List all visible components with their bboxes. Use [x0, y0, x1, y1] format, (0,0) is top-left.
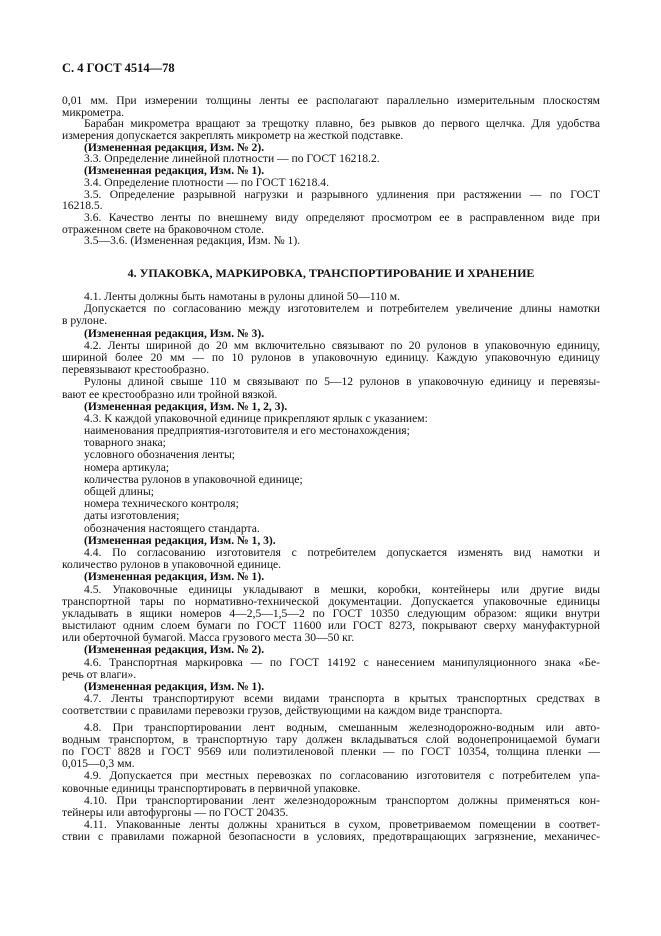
- amendment-note: (Измененная редакция, Изм. № 1, 3).: [84, 533, 276, 547]
- page-header: С. 4 ГОСТ 4514—78: [62, 61, 175, 75]
- text-line: 4.2. Ленты шириной до 20 мм включительно связывают по 20 рулонов в упаковочную единицу,: [84, 338, 600, 352]
- text-line: 3.5—3.6. (Измененная редакция, Изм. № 1).: [84, 234, 301, 248]
- text-line: обозначения настоящего стандарта.: [84, 521, 260, 535]
- text-line: тейнеры или автофургоны — по ГОСТ 20435.: [62, 805, 289, 819]
- text-line: соответствии с правилами перевозки грузов, действующими на каждом виде транспорта.: [62, 704, 503, 718]
- text-line: 4.4. По согласованию изготовителя с потребителем допускается изменять вид намотки и: [84, 545, 600, 559]
- text-line: товарного знака;: [84, 436, 166, 450]
- text-line: 4.6. Транспортная маркировка — по ГОСТ 14192 с нанесением манипуляционного знака «Бе-: [84, 655, 600, 669]
- amendment-note: (Измененная редакция, Изм. № 3).: [84, 326, 265, 340]
- text-line: 3.6. Качество ленты по внешнему виду определяют просмотром ее в расправленном виде при: [84, 210, 600, 224]
- text-line: 4.10. При транспортировании лент железнодорожным транспортом должны применяться кон-: [84, 793, 600, 807]
- text-line: наименования предприятия-изготовителя и его местонахождения;: [84, 424, 410, 438]
- amendment-note: (Измененная редакция, Изм. № 2).: [84, 140, 265, 154]
- text-line: 4.11. Упакованные ленты должны храниться в сухом, проветриваемом помещении в соответ-: [84, 818, 600, 832]
- amendment-note: (Измененная редакция, Изм. № 2).: [84, 643, 265, 657]
- text-line: даты изготовления;: [84, 509, 180, 523]
- text-line: Барабан микрометра вращают за трещотку плавно, без рывков до первого щелчка. Для удобства: [84, 117, 600, 131]
- text-line: 4.8. При транспортировании лент водным, смешанным железнодорожно-водным или авто-: [84, 720, 600, 734]
- text-line: Допускается по согласованию между изготовителем и потребителем увеличение длины намотки: [84, 302, 600, 316]
- amendment-note: (Измененная редакция, Изм. № 1, 2, 3).: [84, 399, 288, 413]
- text-line: укладывать в ящики номеров 4—2,5—1,5—2 по ГОСТ 10350 следующим образом: ящики внутри: [62, 606, 600, 620]
- text-line: 3.4. Определение плотности — по ГОСТ 16218.4.: [84, 175, 330, 189]
- text-line: 3.5. Определение разрывной нагрузки и разрывного удлинения при растяжении — по ГОСТ: [84, 187, 600, 201]
- text-line: ковочные единицы транспортировать в первичной упаковке.: [62, 781, 361, 795]
- text-line: в рулоне.: [62, 314, 108, 328]
- text-line: номера артикула;: [84, 460, 170, 474]
- amendment-note: (Измененная редакция, Изм. № 1).: [84, 570, 265, 584]
- text-line: или оберточной бумагой. Масса грузового места 30—50 кг.: [62, 631, 355, 645]
- text-line: Рулоны длиной свыше 110 м связывают по 5—12 рулонов в упаковочную единицу и перевязы-: [84, 375, 600, 389]
- text-line: количество рулонов в упаковочной единице.: [62, 558, 282, 572]
- text-line: 4.1. Ленты должны быть намотаны в рулоны длиной 50—110 м.: [84, 290, 400, 303]
- text-line: перевязывают крестообразно.: [62, 363, 210, 377]
- amendment-note: (Измененная редакция, Изм. № 1).: [84, 164, 265, 178]
- text-line: отраженном свете на браковочном столе.: [62, 222, 265, 236]
- text-line: измерения допускается закреплять микрометр на жесткой подставке.: [62, 129, 404, 143]
- text-line: общей длины;: [84, 485, 154, 498]
- text-line: шириной более 20 мм — по 10 рулонов в упаковочную единицу. Каждую упаковочную единицу: [62, 350, 600, 364]
- text-line: 0,01 мм. При измерении толщины ленты ее располагают параллельно измерительным плоскостям: [62, 94, 600, 107]
- text-line: микрометра.: [62, 105, 125, 119]
- text-line: номера технического контроля;: [84, 497, 239, 511]
- text-line: ствии с правилами пожарной безопасности в условиях, предотвращающих загрязнение, механичес-: [62, 830, 600, 844]
- text-line: 16218.5.: [62, 199, 103, 213]
- section-heading: 4. УПАКОВКА, МАРКИРОВКА, ТРАНСПОРТИРОВАНИЕ И ХРАНЕНИЕ: [127, 266, 535, 280]
- text-line: водным транспортом, в транспортную тару должен вкладываться слой водонепроницаемой бумаги: [62, 732, 600, 746]
- text-line: 4.9. Допускается при местных перевозках по согласованию изготовителя с потребителем упа-: [84, 769, 600, 783]
- text-line: 4.7. Ленты транспортируют всеми видами транспорта в крытых транспортных средствах в: [84, 692, 600, 706]
- text-line: 4.5. Упаковочные единицы укладывают в мешки, коробки, контейнеры или другие виды: [84, 582, 600, 596]
- text-line: 4.3. К каждой упаковочной единице прикрепляют ярлык с указанием:: [84, 411, 428, 425]
- text-line: речь от влаги».: [62, 667, 137, 681]
- text-line: транспортной тары по нормативно-технической документации. Допускается упаковочные единицы: [62, 594, 600, 608]
- amendment-note: (Измененная редакция, Изм. № 1).: [84, 680, 265, 693]
- text-line: вают ее крестообразно или тройной вязкой.: [62, 387, 278, 401]
- text-line: условного обозначения ленты;: [84, 448, 235, 462]
- text-line: выстилают одним слоем бумаги по ГОСТ 11600 или ГОСТ 8273, покрывают сверху мануфактурной: [62, 619, 600, 633]
- top-text-block: [62, 95, 600, 247]
- text-line: по ГОСТ 8828 и ГОСТ 9569 или полиэтиленовой пленки — по ГОСТ 10354, толщина пленки —: [62, 744, 600, 758]
- text-line: 0,015—0,3 мм.: [62, 757, 135, 771]
- text-line: 3.3. Определение линейной плотности — по ГОСТ 16218.2.: [84, 152, 380, 166]
- text-line: количества рулонов в упаковочной единице;: [84, 472, 303, 486]
- section-4-text-block: [62, 291, 600, 843]
